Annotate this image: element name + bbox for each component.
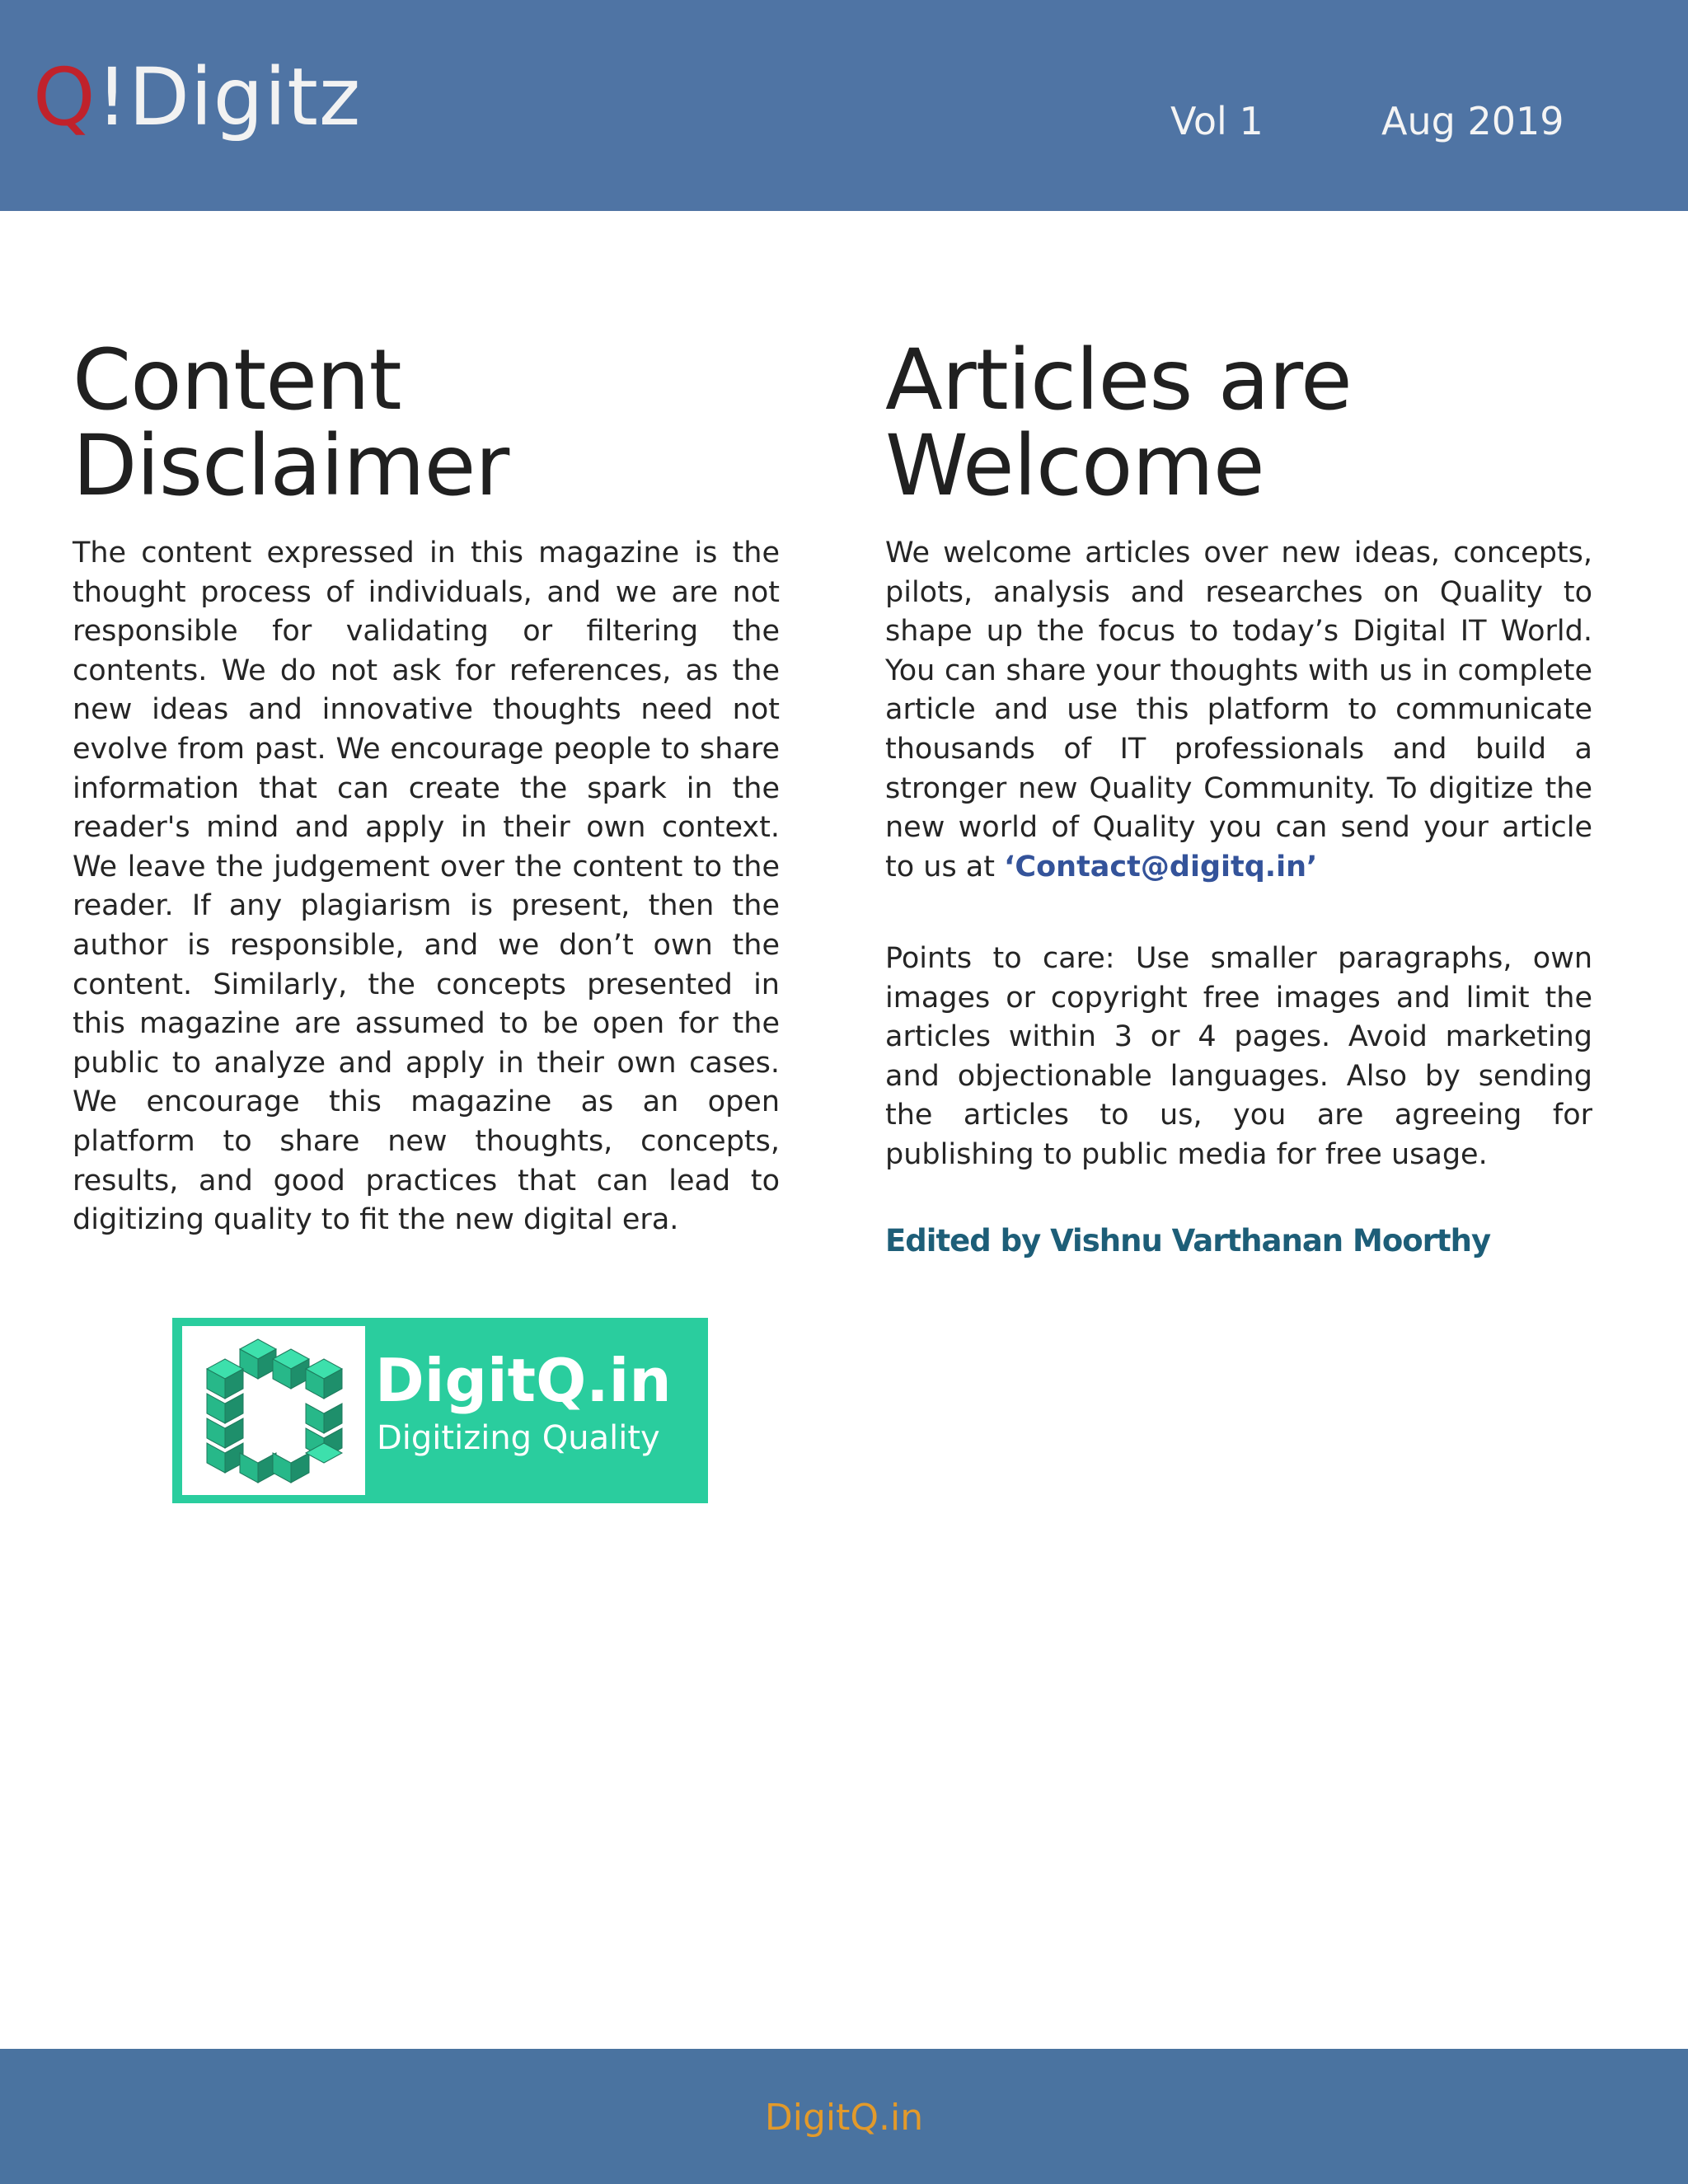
articles-title-line1: Articles are bbox=[885, 331, 1352, 429]
logo-subtitle: Digitizing Quality bbox=[377, 1419, 660, 1457]
contact-email-link[interactable]: ‘Contact@digitq.in’ bbox=[1004, 850, 1318, 883]
digitq-logo bbox=[172, 1318, 708, 1503]
issue-date: Aug 2019 bbox=[1381, 99, 1564, 143]
articles-body-text: We welcome articles over new ideas, concepts, pilots, analysis and researches on Quality to shape up the focus to today’s Digital IT World. You can share your thoughts with us in complete article and use this platform to communicate thousands of IT professionals and build a stronger new Quality Community. To digitize the new world of Quality you can send your article to us at bbox=[885, 537, 1592, 883]
editor-credit: Edited by Vishnu Varthanan Moorthy bbox=[885, 1223, 1491, 1258]
points-to-care: Points to care: Use smaller paragraphs, own images or copyright free images and limit the articles within 3 or 4 pages. Avoid marketing and objectionable languages. Also by sending the articles to us, you are agreeing for publishing to public media for free usage. bbox=[885, 942, 1592, 1171]
disclaimer-title-line2: Disclaimer bbox=[73, 417, 509, 515]
disclaimer-body: The content expressed in this magazine is the thought process of individuals, and we are not responsible for validating or filtering the contents. We do not ask for references, as the new ideas and innovative thoughts need not evolve from past. We encourage people to share information that can create the spark in the reader's mind and apply in their own context. We leave the judgement over the content to the reader. If any plagiarism is present, then the author is responsible, and we don’t own the content. Similarly, the concepts presented in this magazine are assumed to be open for the public to analyze and apply in their own cases. We encourage this magazine as an open platform to share new thoughts, concepts, results, and good practices that can lead to digitizing quality to fit the new digital era. bbox=[73, 537, 780, 1237]
articles-title bbox=[885, 331, 1592, 515]
brand-name: !Digitz bbox=[96, 51, 362, 143]
logo-title: DigitQ.in bbox=[375, 1346, 672, 1415]
logo-icon-box bbox=[182, 1326, 365, 1495]
brand-q: Q bbox=[33, 51, 96, 143]
disclaimer-title-line1: Content bbox=[73, 331, 401, 429]
header-banner bbox=[0, 0, 1688, 211]
articles-title-line2: Welcome bbox=[885, 417, 1264, 515]
disclaimer-heading bbox=[73, 331, 780, 515]
footer-banner bbox=[0, 2049, 1688, 2184]
volume-label: Vol 1 bbox=[1170, 99, 1264, 143]
articles-heading bbox=[885, 331, 1592, 515]
articles-body bbox=[885, 534, 1592, 887]
disclaimer-title bbox=[73, 331, 780, 515]
cube-ring-icon bbox=[182, 1326, 365, 1495]
magazine-brand bbox=[33, 51, 362, 143]
footer-site-link[interactable]: DigitQ.in bbox=[764, 2097, 924, 2139]
